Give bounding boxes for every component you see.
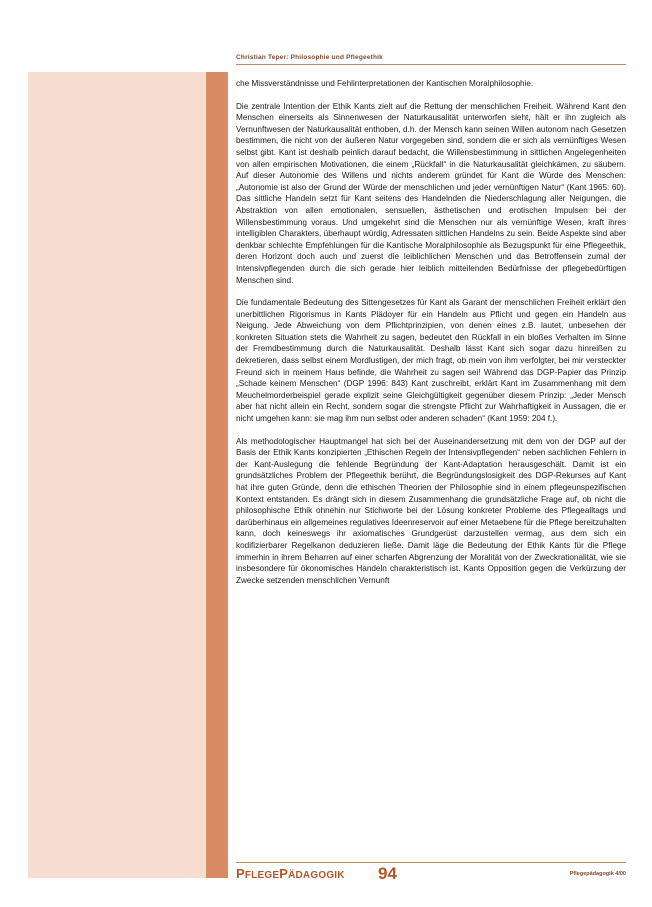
journal-title-p3: P <box>279 866 289 881</box>
journal-title <box>236 866 345 881</box>
paragraph: che Missverständnisse und Fehlinterpretationen der Kantischen Moralphilosophie. <box>236 79 534 88</box>
header-rule <box>236 64 626 65</box>
running-head: Christian Teper: Philosophie und Pflegeethik <box>236 54 384 61</box>
page-number: 94 <box>378 864 397 883</box>
page-footer <box>236 864 626 886</box>
left-accent-stripe <box>206 72 228 878</box>
paragraph: Die zentrale Intention der Ethik Kants zielt auf die Rettung der menschlichen Freiheit. Während Kant den Menschen einerseits als Sinnenwesen der Naturkausalität unterworfen sieht, hält er ihn zugleich als Vernunftwesen der Naturkausalität enthoben, d.h. der Mensch kann seinen Willen autonom nach Gesetzen bestimmen, die nicht von der äußeren Natur vorgegeben sind, sondern die er sich als vernünftiges Wesen selbst gibt. Kant ist deshalb peinlich darauf bedacht, die Willensbestimmung in sittlichen Angelegenheiten von allen empirischen Motivationen, die einem „Rückfall“ in die Naturkausalität gleichkämen, zu säubern. Auf dieser Autonomie des Willens und nichts anderem gründet für Kant die Würde des Menschen: „Autonomie ist also der Grund der Würde der menschlichen und jeder vernünftigen Natur“ (Kant 1965: 60). Das sittliche Handeln setzt für Kant seitens des Handelnden die Niederschlagung aller Neigungen, die Abstraktion von allen emotionalen, sensuellen, ästhetischen und erotischen Impulsen bei der Willensbestimmung voraus. Und umgekehrt sind die Menschen nur als vernünftige Wesen, kraft ihres intelligiblen Charakters, überhaupt würdig, Adressaten sittlichen Handelns zu sein. Beide Aspekte sind aber denkbar schlechte Empfehlungen für die Kantische Moralphilosophie als Bezugspunkt für eine Pflegeethik, deren Horizont doch auch und zuerst die leiblichlichen Menschen und das Betroffensein zumal der Intensivpflegenden durch die sich gerade hier leiblich mitteilenden Bedürfnisse der pflegebedürftigen Menschen sind. <box>236 101 626 285</box>
journal-title-p4: ÄDAGOGIK <box>288 870 345 881</box>
journal-title-p1: P <box>236 866 245 881</box>
left-decorative-band <box>28 72 206 878</box>
paragraph: Die fundamentale Bedeutung des Sittengesetzes für Kant als Garant der menschlichen Freiheit erklärt den unerbittlichen Rigorismus in Kants Plädoyer für ein Handeln aus Pflicht und gegen ein Handeln aus Neigung. Jede Abweichung von dem Pflichtprinzipien, von denen eines z.B. lautet, unbesehen der konkreten Situation stets die Wahrheit zu sagen, bedeutet den Rückfall in ein bloßes Verhalten im Sinne der Fremdbestimmung durch die Naturkausalität. Deshalb lässt Kant sich sogar dazu hinreißen zu dekretieren, dass selbst einem Mordlustigen, der mich fragt, ob mein von ihm verfolgter, bei mir versteckter Freund sich in meinem Haus befinde, die Wahrheit zu sagen sei! Während das DGP-Papier das Prinzip „Schade keinem Menschen“ (DGP 1996: 843) Kant zuschreibt, erklärt Kant im Zusammenhang mit dem Meuchelmorderbeispiel gerade explizit seine Gleichgültigkeit gegenüber diesem Prinzip: „Jeder Mensch aber hat nicht allein ein Recht, sondern sogar die strengste Pflicht zur Wahrhaftigkeit in Aussagen, die er nicht umgehen kann: sie mag ihm nun selbst oder anderen schaden“ (Kant 1959: 204 f.). <box>236 298 626 424</box>
footer-rule <box>236 862 626 863</box>
journal-title-p2: FLEGE <box>244 870 280 881</box>
paragraph: Als methodologischer Hauptmangel hat sich bei der Auseinandersetzung mit dem von der DGP auf der Basis der Ethik Kants konzipierten „Ethischen Regeln der Intensivpflegenden“ neben sachlichen Fehlern in der Kant-Auslegung die fehlende Begründung der Kant-Adaptation herausgeschält. Damit ist ein grundsätzliches Problem der Pflegeethik berührt, die Begründungslosigkeit des DGP-Rekurses auf Kant hat ihre guten Gründe, denn die ethischen Theorien der Philosophie sind in einem pflegeunspezifischen Kontext entstanden. Es drängt sich in diesem Zusammenhang die grundsätzliche Frage auf, ob nicht die philosophische Ethik ohnehin nur Stichworte bei der Lösung konkreter Probleme des Pflegealltags und darüberhinaus ein allgemeines regulatives Ideenreservoir auf einer Metaebene für die Pflege bereitzuhalten kann, doch keineswegs ihr axiomatisches Grundgerüst darzustellen vermag, aus dem sich ein kodifizierbarer Regelkanon deduzieren ließe. Damit läge die Bedeutung der Ethik Kants für die Pflege immerhin in ihrem Beharren auf einer scharfen Abgrenzung der Moralität von der Zweckrationalität, wie sie insbesondere für ökonomisches Handeln charakteristisch ist. Kants Opposition gegen die Verkürzung der Zwecke setzenden menschlichen Vernunft <box>236 436 626 585</box>
issue-label: Pflegepädagogik 4/00 <box>569 871 626 877</box>
body-text-column <box>236 78 626 586</box>
